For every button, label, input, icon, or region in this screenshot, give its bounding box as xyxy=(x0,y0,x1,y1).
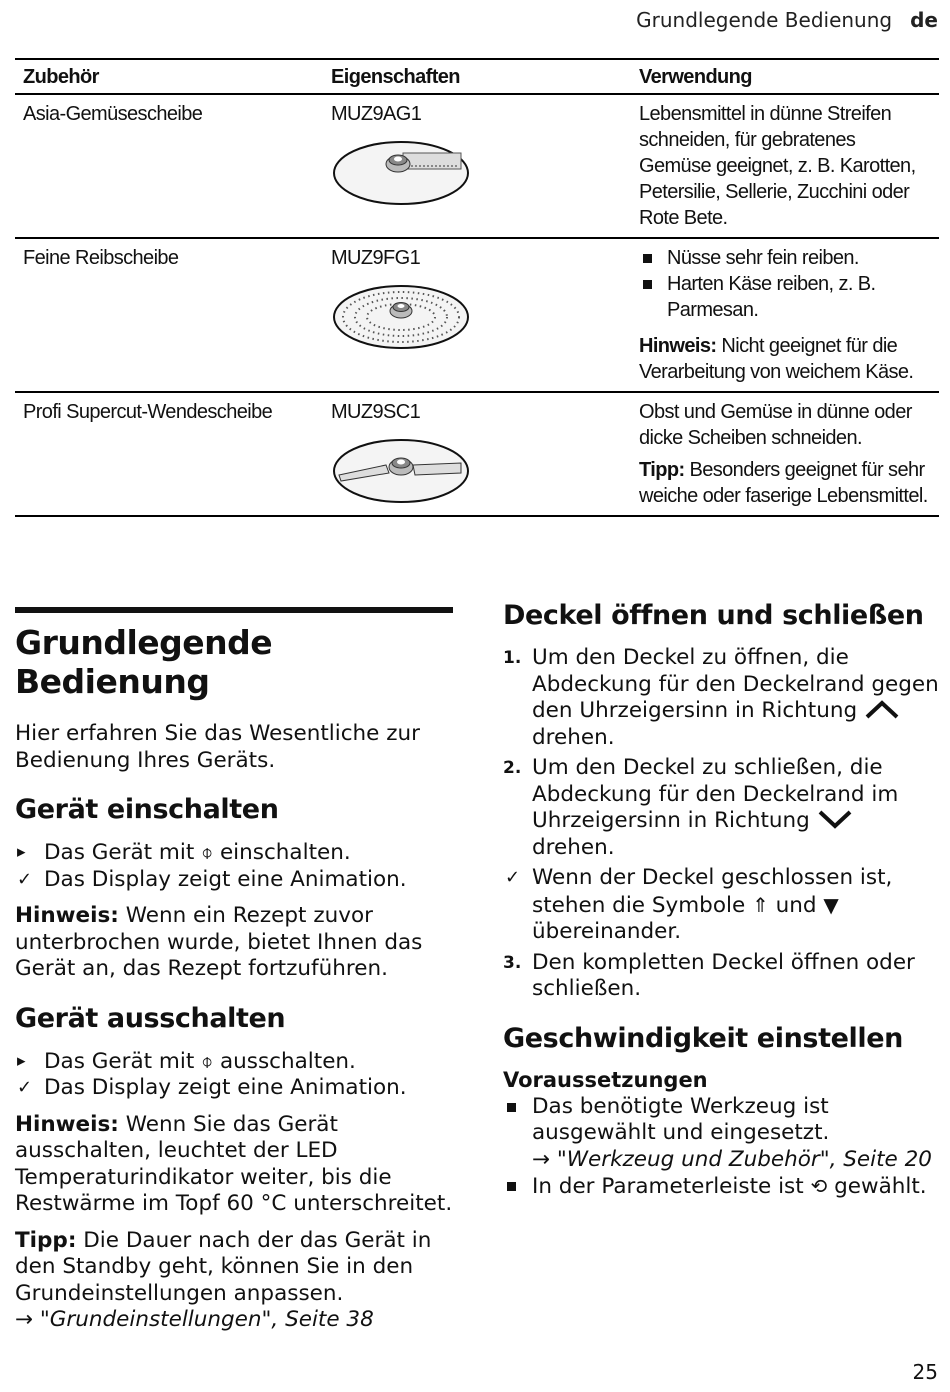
grating-disc-icon xyxy=(331,281,471,351)
step-text: Das Gerät mit xyxy=(44,1048,202,1074)
usage-text: Obst und Gemüse in dünne oder dicke Scheiben schneiden. xyxy=(639,401,912,449)
list-item xyxy=(503,1173,939,1201)
item-text: In der Parameterleiste ist xyxy=(532,1174,811,1199)
step-item xyxy=(503,645,939,751)
accessory-table xyxy=(15,58,939,517)
table-row xyxy=(15,238,939,392)
usage-bullet: Harten Käse reiben, z. B. Parmesan. xyxy=(639,271,931,323)
running-header xyxy=(636,8,938,32)
lock-arrow-icon: ⇑ xyxy=(752,892,769,917)
cross-reference[interactable]: → "Grundeinstellungen", Seite 38 xyxy=(15,1307,374,1332)
usage-tip xyxy=(639,457,931,509)
chevron-up-icon xyxy=(864,699,900,719)
left-column xyxy=(15,607,453,1344)
step-item xyxy=(15,1048,453,1076)
result-text: und xyxy=(768,892,824,918)
step-text: Um den Deckel zu öffnen, die Abdeckung für den Deckelrand gegen den Uhrzeigersinn in Richtung xyxy=(532,645,939,723)
note-label: Hinweis: xyxy=(639,335,717,357)
note-text: Wenn Sie das Gerät ausschalten, leuchtet der LED Temperaturindikator weiter, bis die Restwärme im Topf 60 °C unterschreitet. xyxy=(15,1111,453,1216)
step-text: Den kompletten Deckel öffnen oder schließen. xyxy=(532,949,915,1001)
table-header-row xyxy=(15,59,939,94)
step-item xyxy=(15,839,453,867)
row-name: Asia-Gemüsescheibe xyxy=(15,94,323,238)
cross-reference[interactable]: → "Werkzeug und Zubehör", Seite 20 xyxy=(532,1146,932,1172)
triangle-down-icon: ▼ xyxy=(823,892,839,917)
tip-label: Tipp: xyxy=(639,459,685,481)
heading-switch-off: Gerät ausschalten xyxy=(15,1002,286,1034)
note-text: Wenn ein Rezept zuvor unterbrochen wurde, bietet Ihnen das Gerät an, das Rezept fortzuführen. xyxy=(15,903,423,981)
note-label: Hinweis: xyxy=(15,1111,119,1137)
result-item: ✓ Das Display zeigt eine Animation. xyxy=(15,1075,453,1102)
intro-text: Hier erfahren Sie das Wesentliche zur Bedienung Ihres Geräts. xyxy=(15,721,420,773)
slicing-disc-icon xyxy=(331,435,471,505)
tip-text: Besonders geeignet für sehr weiche oder faserige Lebensmittel. xyxy=(639,459,928,507)
prerequisites-list xyxy=(503,1094,939,1201)
note-label: Hinweis: xyxy=(15,903,119,928)
usage-note xyxy=(639,333,931,385)
page-number: 25 xyxy=(912,1360,938,1384)
model-code: MUZ9AG1 xyxy=(331,103,422,125)
section-rule xyxy=(15,607,453,613)
step-number: 2. xyxy=(503,758,522,778)
step-text: Das Gerät mit xyxy=(44,840,202,865)
note xyxy=(15,903,453,983)
header-section: Grundlegende Bedienung xyxy=(636,8,893,32)
prerequisites-title: Voraussetzungen xyxy=(503,1067,708,1092)
result-text: Wenn der Deckel geschlossen ist, stehen die Symbole xyxy=(532,865,893,918)
step-text: Um den Deckel zu schließen, die Abdeckung für den Deckelrand im Uhrzeigersinn in Richtung xyxy=(532,755,899,833)
row-usage xyxy=(631,392,939,516)
header-lang: de xyxy=(910,8,938,32)
power-icon: ⌽ xyxy=(201,1048,214,1073)
row-model xyxy=(323,238,631,392)
heading-switch-on: Gerät einschalten xyxy=(15,794,279,825)
row-usage: Lebensmittel in dünne Streifen schneiden, für gebratenes Gemüse geeignet, z. B. Karotten, Petersilie, Sellerie, Zucchini oder Rote Bete. xyxy=(631,94,939,238)
table-row xyxy=(15,392,939,516)
result-item: ✓ Das Display zeigt eine Animation. xyxy=(15,867,453,894)
power-icon: ⌽ xyxy=(201,840,214,864)
tip-label: Tipp: xyxy=(15,1227,77,1253)
row-usage xyxy=(631,238,939,392)
step-item xyxy=(503,950,939,1003)
right-column xyxy=(503,600,939,1211)
tip-text: Die Dauer nach der das Gerät in den Standby geht, können Sie in den Grundeinstellungen anpassen. xyxy=(15,1227,432,1306)
step-number: 3. xyxy=(503,952,522,973)
note xyxy=(15,1112,453,1218)
row-name: Profi Supercut-Wendescheibe xyxy=(15,392,323,516)
step-text: einschalten. xyxy=(213,840,351,865)
model-code: MUZ9FG1 xyxy=(331,247,421,269)
switch-off-steps xyxy=(15,1048,453,1102)
step-text: ausschalten. xyxy=(213,1048,356,1074)
item-text: Das benötigte Werkzeug ist ausgewählt und eingesetzt. xyxy=(532,1093,830,1145)
row-model xyxy=(323,94,631,238)
tip xyxy=(15,1228,453,1308)
col-header-properties: Eigenschaften xyxy=(323,59,631,94)
section-title: Grundlegende Bedienung xyxy=(15,623,273,701)
table-row xyxy=(15,94,939,238)
usage-bullet: Nüsse sehr fein reiben. xyxy=(639,245,931,271)
lid-steps xyxy=(503,645,939,1003)
model-code: MUZ9SC1 xyxy=(331,401,421,423)
list-item xyxy=(503,1094,939,1174)
chevron-down-icon xyxy=(817,809,853,829)
row-model xyxy=(323,392,631,516)
result-item xyxy=(503,865,939,946)
step-number: 1. xyxy=(503,648,522,668)
step-text: drehen. xyxy=(532,834,615,860)
heading-speed: Geschwindigkeit einstellen xyxy=(503,1022,903,1054)
col-header-usage: Verwendung xyxy=(631,59,939,94)
step-text: drehen. xyxy=(532,724,615,750)
result-text: übereinander. xyxy=(532,919,682,944)
step-item xyxy=(503,755,939,861)
item-text: gewählt. xyxy=(827,1174,927,1199)
row-name: Feine Reibscheibe xyxy=(15,238,323,392)
switch-on-steps xyxy=(15,839,453,893)
speed-icon: ⟲ xyxy=(810,1174,828,1198)
asia-disc-icon xyxy=(331,137,471,207)
note-text: Nicht geeignet für die Verarbeitung von weichem Käse. xyxy=(639,335,914,383)
col-header-accessory: Zubehör xyxy=(15,59,323,94)
heading-lid: Deckel öffnen und schließen xyxy=(503,600,924,631)
